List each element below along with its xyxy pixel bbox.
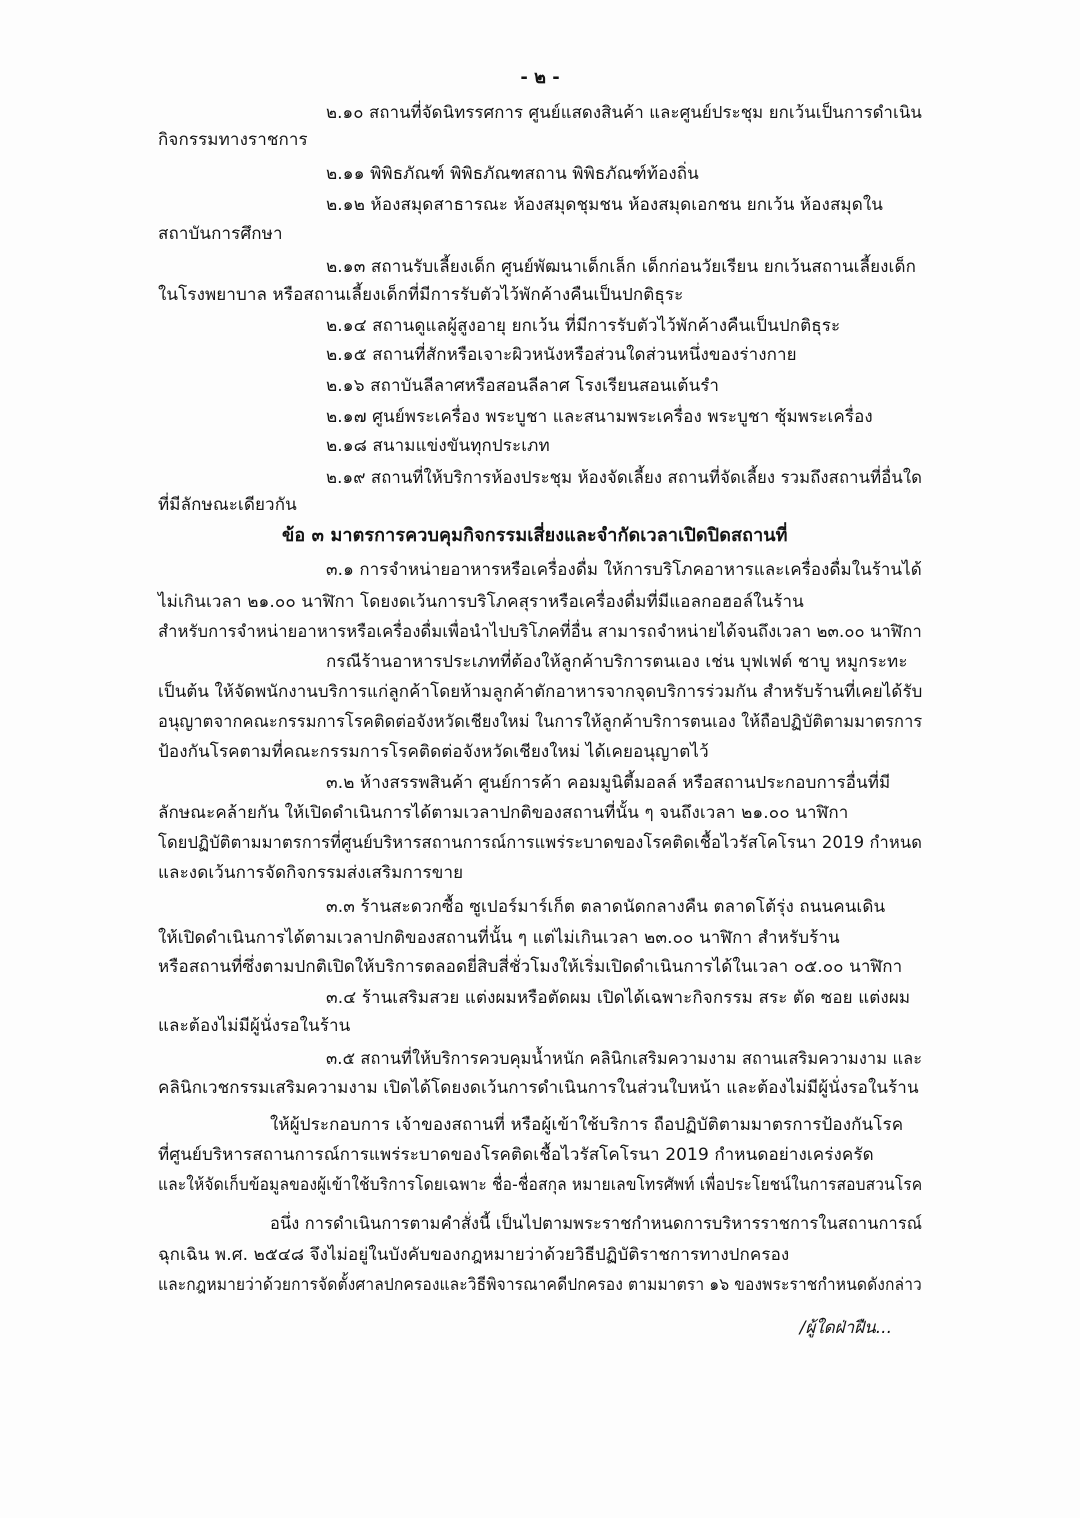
operators-paragraph: ให้ผู้ประกอบการ เจ้าของสถานที่ หรือผู้เข้าใช้บริการ ถือปฏิบัติตามมาตรการป้องกันโรค — [270, 1115, 904, 1135]
clause-2-13-cont: ในโรงพยาบาล หรือสถานเลี้ยงเด็กที่มีการรับตัวไว้พักค้างคืนเป็นปกติธุระ — [158, 285, 684, 305]
clause-2-10-cont: กิจกรรมทางราชการ — [158, 130, 308, 150]
clause-3-1-buffet: กรณีร้านอาหารประเภทที่ต้องให้ลูกค้าบริการตนเอง เช่น บุฟเฟต์ ชาบู หมูกระทะ — [326, 652, 908, 672]
clause-3-3: ๓.๓ ร้านสะดวกซื้อ ซูเปอร์มาร์เก็ต ตลาดนัดกลางคืน ตลาดโต้รุ่ง ถนนคนเดิน — [326, 897, 886, 917]
clause-3-1-buffet-line-3: อนุญาตจากคณะกรรมการโรคติดต่อจังหวัดเชียงใหม่ ในการให้ลูกค้าบริการตนเอง ให้ถือปฏิบัติตามมาตรการ — [158, 712, 923, 732]
clause-2-14: ๒.๑๔ สถานดูแลผู้สูงอายุ ยกเว้น ที่มีการรับตัวไว้พักค้างคืนเป็นปกติธุระ — [326, 316, 841, 336]
clause-2-16: ๒.๑๖ สถาบันลีลาศหรือสอนลีลาศ โรงเรียนสอนเต้นรำ — [326, 376, 720, 396]
clause-3-2: ๓.๒ ห้างสรรพสินค้า ศูนย์การค้า คอมมูนิตี้มอลล์ หรือสถานประกอบการอื่นที่มี — [326, 773, 891, 793]
clause-3-5-line-2: คลินิกเวชกรรมเสริมความงาม เปิดได้โดยงดเว้นการดำเนินการในส่วนใบหน้า และต้องไม่มีผู้นั่งรอในร้าน — [158, 1078, 919, 1098]
clause-2-18: ๒.๑๘ สนามแข่งขันทุกประเภท — [326, 436, 550, 456]
operators-paragraph-line-3: และให้จัดเก็บข้อมูลของผู้เข้าใช้บริการโดยเฉพาะ ชื่อ-ชื่อสกุล หมายเลขโทรศัพท์ เพื่อประโยชน์ในการสอบสวนโรค — [158, 1175, 923, 1195]
clause-2-12: ๒.๑๒ ห้องสมุดสาธารณะ ห้องสมุดชุมชน ห้องสมุดเอกชน ยกเว้น ห้องสมุดใน — [326, 195, 883, 215]
clause-3-1-line-3: สำหรับการจำหน่ายอาหารหรือเครื่องดื่มเพื่อนำไปบริโภคที่อื่น สามารถจำหน่ายได้จนถึงเวลา ๒๓.๐๐ นาฬิกา — [158, 622, 922, 642]
clause-2-17: ๒.๑๗ ศูนย์พระเครื่อง พระบูชา และสนามพระเครื่อง พระบูชา ซุ้มพระเครื่อง — [326, 407, 873, 427]
clause-3-1: ๓.๑ การจำหน่ายอาหารหรือเครื่องดื่ม ให้การบริโภคอาหารและเครื่องดื่มในร้านได้ — [326, 560, 922, 580]
clause-3-1-buffet-line-4: ป้องกันโรคตามที่คณะกรรมการโรคติดต่อจังหวัดเชียงใหม่ ได้เคยอนุญาตไว้ — [158, 742, 709, 762]
clause-2-11: ๒.๑๑ พิพิธภัณฑ์ พิพิธภัณฑสถาน พิพิธภัณฑ์ท้องถิ่น — [326, 164, 699, 184]
continuation-marker: /ผู้ใดฝ่าฝืน... — [799, 1318, 892, 1338]
legal-paragraph-line-2: ฉุกเฉิน พ.ศ. ๒๕๔๘ จึงไม่อยู่ในบังคับของกฎหมายว่าด้วยวิธีปฏิบัติราชการทางปกครอง — [158, 1245, 790, 1265]
clause-3-3-line-3: หรือสถานที่ซึ่งตามปกติเปิดให้บริการตลอดยี่สิบสี่ชั่วโมงให้เริ่มเปิดดำเนินการได้ในเวลา ๐๕.๐๐ นาฬิกา — [158, 957, 903, 977]
clause-3-2-line-4: และงดเว้นการจัดกิจกรรมส่งเสริมการขาย — [158, 863, 464, 883]
clause-2-19: ๒.๑๙ สถานที่ให้บริการห้องประชุม ห้องจัดเลี้ยง สถานที่จัดเลี้ยง รวมถึงสถานที่อื่นใด — [326, 468, 923, 488]
section-3-heading: ข้อ ๓ มาตรการควบคุมกิจกรรมเสี่ยงและจำกัดเวลาเปิดปิดสถานที่ — [282, 525, 788, 546]
operators-paragraph-line-2: ที่ศูนย์บริหารสถานการณ์การแพร่ระบาดของโรคติดเชื้อไวรัสโคโรนา 2019 กำหนดอย่างเคร่งครัด — [158, 1145, 874, 1165]
clause-2-13: ๒.๑๓ สถานรับเลี้ยงเด็ก ศูนย์พัฒนาเด็กเล็ก เด็กก่อนวัยเรียน ยกเว้นสถานเลี้ยงเด็ก — [326, 257, 916, 277]
legal-paragraph: อนึ่ง การดำเนินการตามคำสั่งนี้ เป็นไปตามพระราชกำหนดการบริหารราชการในสถานการณ์ — [270, 1214, 923, 1234]
clause-2-19-cont: ที่มีลักษณะเดียวกัน — [158, 495, 297, 515]
clause-3-1-buffet-line-2: เป็นต้น ให้จัดพนักงานบริการแก่ลูกค้าโดยห้ามลูกค้าตักอาหารจากจุดบริการร่วมกัน สำหรับร้านที่เคยได้รับ — [158, 682, 923, 702]
clause-3-2-line-2: ลักษณะคล้ายกัน ให้เปิดดำเนินการได้ตามเวลาปกติของสถานที่นั้น ๆ จนถึงเวลา ๒๑.๐๐ นาฬิกา — [158, 803, 849, 823]
page-number: - ๒ - — [520, 67, 560, 88]
clause-3-3-line-2: ให้เปิดดำเนินการได้ตามเวลาปกติของสถานที่นั้น ๆ แต่ไม่เกินเวลา ๒๓.๐๐ นาฬิกา สำหรับร้าน — [158, 928, 840, 948]
legal-paragraph-line-3: และกฎหมายว่าด้วยการจัดตั้งศาลปกครองและวิธีพิจารณาคดีปกครอง ตามมาตรา ๑๖ ของพระราชกำหนดดังกล่าว — [158, 1275, 922, 1295]
clause-3-5: ๓.๕ สถานที่ให้บริการควบคุมน้ำหนัก คลินิกเสริมความงาม สถานเสริมความงาม และ — [326, 1049, 923, 1069]
clause-3-2-line-3: โดยปฏิบัติตามมาตรการที่ศูนย์บริหารสถานการณ์การแพร่ระบาดของโรคติดเชื้อไวรัสโคโรนา 2019 กำหนด — [158, 833, 922, 853]
clause-3-1-line-2: ไม่เกินเวลา ๒๑.๐๐ นาฬิกา โดยงดเว้นการบริโภคสุราหรือเครื่องดื่มที่มีแอลกอฮอล์ในร้าน — [158, 592, 804, 612]
clause-2-10: ๒.๑๐ สถานที่จัดนิทรรศการ ศูนย์แสดงสินค้า และศูนย์ประชุม ยกเว้นเป็นการดำเนิน — [326, 103, 922, 123]
clause-2-15: ๒.๑๕ สถานที่สักหรือเจาะผิวหนังหรือส่วนใดส่วนหนึ่งของร่างกาย — [326, 345, 797, 365]
clause-2-12-cont: สถาบันการศึกษา — [158, 224, 283, 244]
clause-3-4: ๓.๔ ร้านเสริมสวย แต่งผมหรือตัดผม เปิดได้เฉพาะกิจกรรม สระ ตัด ซอย แต่งผม — [326, 988, 911, 1008]
clause-3-4-line-2: และต้องไม่มีผู้นั่งรอในร้าน — [158, 1016, 351, 1036]
